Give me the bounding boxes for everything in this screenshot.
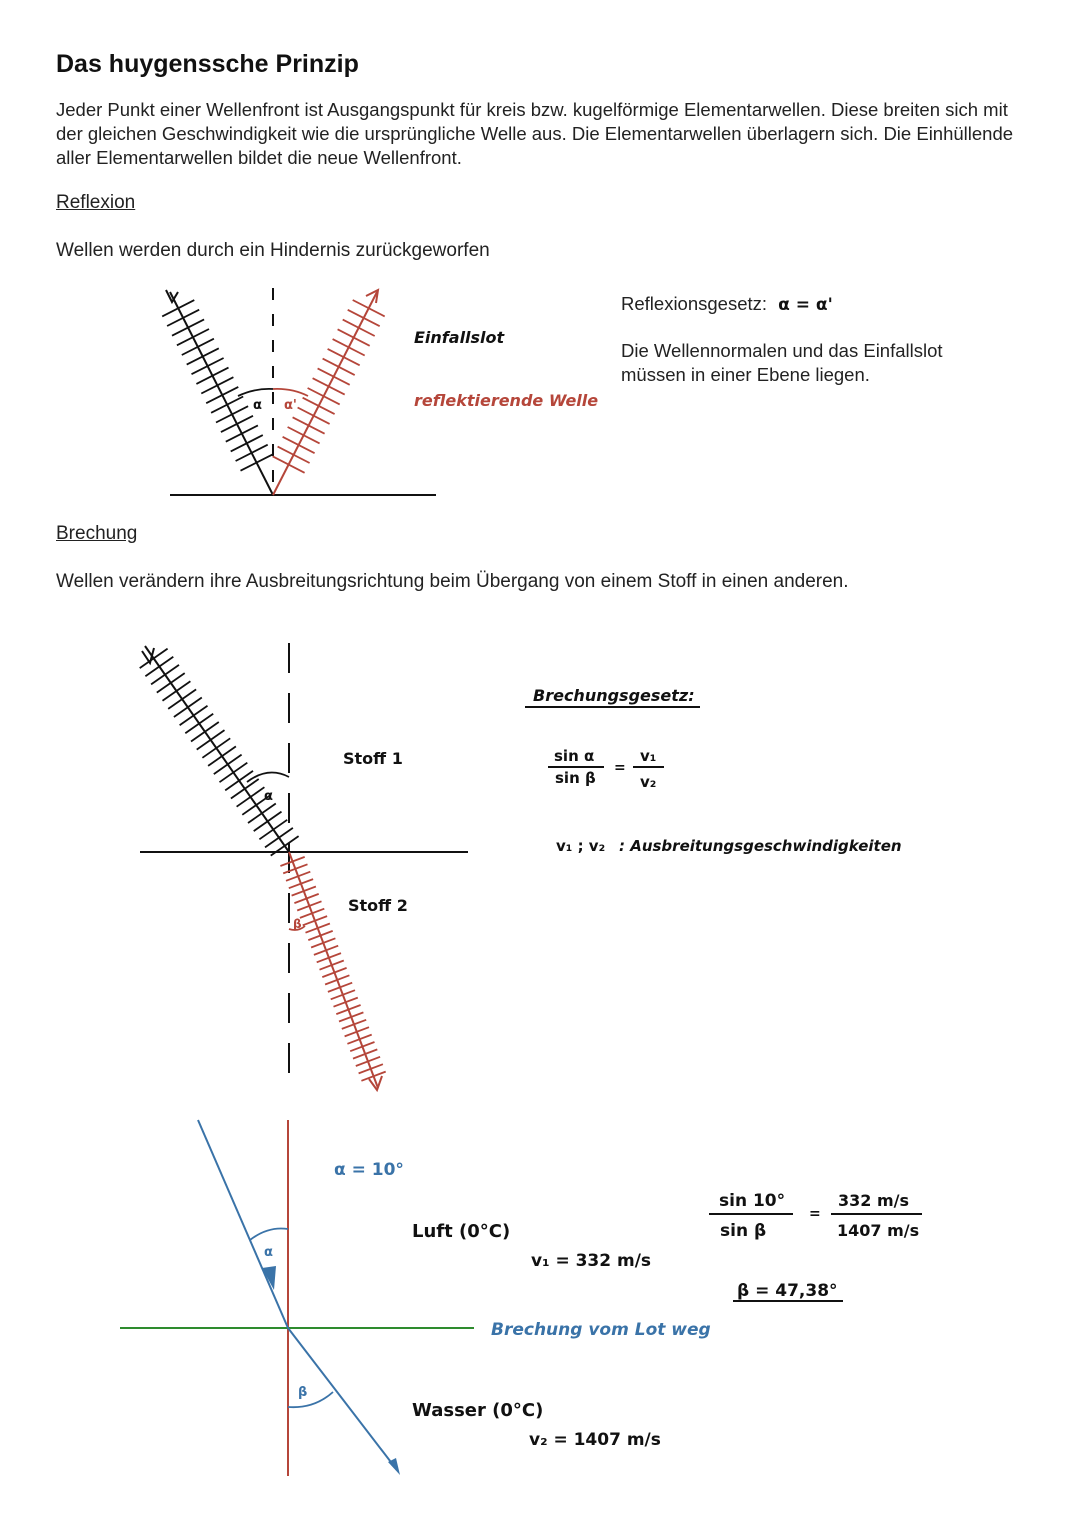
speeds-description: : Ausbreitungsgeschwindigkeiten — [619, 837, 902, 855]
example-v2: v₂ = 1407 m/s — [529, 1430, 661, 1450]
brechung-description: Wellen verändern ihre Ausbreitungsrichtung beim Übergang von einem Stoff in einen anderen. — [56, 571, 849, 592]
example-medium2: Wasser (0°C) — [412, 1400, 544, 1421]
law-lhs-denominator: sin β — [555, 769, 596, 787]
page-title: Das huygenssche Prinzip — [56, 50, 359, 78]
law-rhs-denominator: v₂ — [640, 773, 657, 791]
reflexion-law-formula: α = α' — [778, 295, 833, 315]
law-equals: = — [614, 760, 626, 776]
alpha-label: α — [253, 398, 262, 413]
example-medium1: Luft (0°C) — [412, 1221, 511, 1242]
calc-rhs-numerator: 332 m/s — [838, 1191, 910, 1210]
example-alpha-arc — [250, 1228, 288, 1240]
example-incoming-ray — [198, 1120, 288, 1328]
speeds-label: v₁ ; v₂ — [556, 837, 606, 855]
reflexion-law-label: Reflexionsgesetz: — [621, 293, 768, 314]
reflexion-description: Wellen werden durch ein Hindernis zurückgeworfen — [56, 240, 490, 261]
brechungsgesetz-title: Brechungsgesetz: — [533, 686, 695, 705]
example-v1: v₁ = 332 m/s — [531, 1251, 652, 1271]
calc-denominator: sin β — [720, 1221, 767, 1241]
calc-result: β = 47,38° — [737, 1281, 838, 1301]
calc-equals: = — [809, 1206, 821, 1222]
brechung-beta-label: β — [293, 917, 302, 931]
brechung-alpha-label: α — [264, 789, 273, 804]
einfallslot-label: Einfallslot — [414, 328, 505, 347]
example-alpha-label: α — [264, 1245, 273, 1260]
example-refraction-note: Brechung vom Lot weg — [491, 1320, 711, 1340]
stoff2-label: Stoff 2 — [348, 896, 408, 915]
law-rhs-numerator: v₁ — [640, 747, 657, 765]
example-beta-label: β — [298, 1385, 308, 1400]
brechung-heading: Brechung — [56, 523, 138, 544]
reflexion-heading: Reflexion — [56, 192, 136, 213]
reflektierende-welle-label: reflektierende Welle — [414, 391, 599, 410]
stoff1-label: Stoff 1 — [343, 749, 403, 768]
alpha-prime-label: α' — [284, 398, 297, 413]
reflexion-note: Die Wellennormalen und das Einfallslot müssen in einer Ebene liegen. — [621, 340, 943, 385]
law-lhs-numerator: sin α — [554, 747, 595, 765]
calc-numerator: sin 10° — [719, 1191, 786, 1211]
example-beta-arc — [288, 1392, 333, 1407]
example-alpha-value: α = 10° — [334, 1160, 404, 1180]
intro-paragraph: Jeder Punkt einer Wellenfront ist Ausgangspunkt für kreis bzw. kugelförmige Elementarwellen. Diese breiten sich mit der gleichen Geschwindigkeit wie die ursprüngliche Welle aus. Die Elementarwellen überlagern sich. Die Einhüllende aller Elementarwellen bildet die neue Wellenfront. — [56, 99, 1014, 168]
calc-rhs-denominator: 1407 m/s — [837, 1221, 920, 1240]
